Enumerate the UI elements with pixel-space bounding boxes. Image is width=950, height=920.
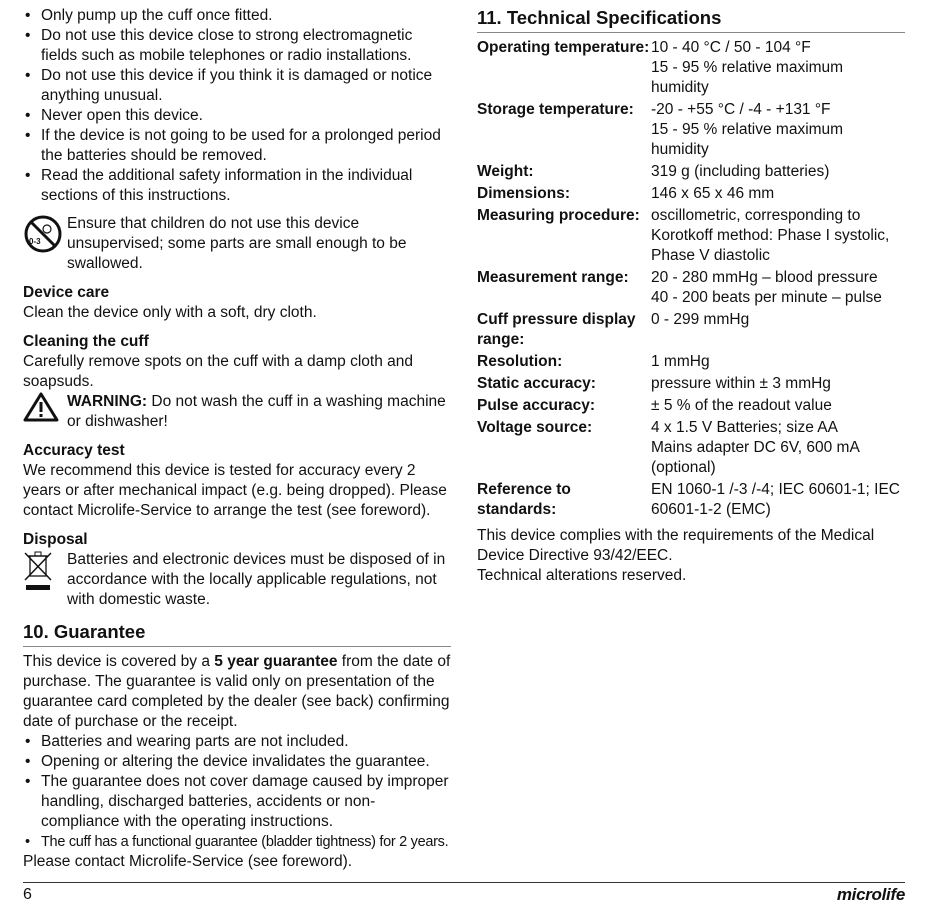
spec-value <box>651 162 905 182</box>
warning-text: Do not wash the cuff in a washing machine or dishwasher! <box>67 393 446 430</box>
spec-label: Measuring procedure: <box>477 207 640 224</box>
accuracy-test-text: We recommend this device is tested for accuracy every 2 years or after mechanical impact (e.g. being dropped). Please contact Microlife-Service to arrange the test (see foreword). <box>23 462 447 519</box>
list-item: • Batteries and wearing parts are not included. <box>23 732 451 752</box>
device-care-heading: Device care <box>23 284 110 301</box>
spec-value-line: 20 - 280 mmHg – blood pressure <box>651 269 878 286</box>
warning-label: WARNING: <box>67 393 148 410</box>
spec-value <box>651 352 905 372</box>
list-item: • The guarantee does not cover damage caused by improper handling, discharged batteries, accidents or non-compliance with the operating instructions. <box>23 772 451 832</box>
spec-label: Cuff pressure display range: <box>477 311 636 348</box>
spec-label: Measurement range: <box>477 269 629 286</box>
page-number: 6 <box>23 886 32 903</box>
spec-row <box>477 100 905 160</box>
spec-value <box>651 38 905 98</box>
cuff-warning <box>23 392 451 432</box>
cleaning-cuff-heading: Cleaning the cuff <box>23 333 149 350</box>
spec-value <box>651 374 905 394</box>
spec-row <box>477 38 905 98</box>
spec-value <box>651 396 905 416</box>
spec-value-line: -20 - +55 °C / -4 - +131 °F <box>651 101 831 118</box>
accuracy-test-heading: Accuracy test <box>23 442 125 459</box>
guarantee-heading: 10. Guarantee <box>23 620 451 647</box>
children-warning-text: Ensure that children do not use this device unsupervised; some parts are small enough to be swallowed. <box>67 215 407 272</box>
alterations-text: Technical alterations reserved. <box>477 567 687 584</box>
cleaning-cuff-text: Carefully remove spots on the cuff with a damp cloth and soapsuds. <box>23 353 414 390</box>
spec-label: Pulse accuracy: <box>477 397 596 414</box>
brand-logo: microlife <box>836 885 905 904</box>
spec-label: Dimensions: <box>477 185 571 202</box>
compliance-text: This device complies with the requirements of the Medical Device Directive 93/42/EEC. <box>477 527 875 564</box>
spec-value <box>651 310 905 350</box>
crossed-bin-icon <box>23 550 67 600</box>
list-item: • The cuff has a functional guarantee (bladder tightness) for 2 years. <box>23 832 451 852</box>
spec-value-line: 319 g (including batteries) <box>651 163 830 180</box>
spec-label: Operating temperature: <box>477 39 650 56</box>
guarantee-bullet-list <box>23 732 451 852</box>
spec-label: Storage temperature: <box>477 101 634 118</box>
spec-label: Static accuracy: <box>477 375 596 392</box>
spec-value <box>651 100 905 160</box>
guarantee-intro: This device is covered by a 5 year guarantee from the date of purchase. The guarantee is valid only on presentation of the guarantee card completed by the dealer (see back) confirming date of purchase or the receipt. <box>23 653 451 730</box>
list-item: • Never open this device. <box>23 106 451 126</box>
spec-value <box>651 268 905 308</box>
spec-table <box>477 38 905 520</box>
spec-value-line: pressure within ± 3 mmHg <box>651 375 831 392</box>
spec-value-line: oscillometric, corresponding to Korotkoff method: Phase I systolic, Phase V diastolic <box>651 207 890 264</box>
spec-value-line: 15 - 95 % relative maximum humidity <box>651 121 844 158</box>
guarantee-closing: Please contact Microlife-Service (see foreword). <box>23 853 353 870</box>
spec-row <box>477 184 905 204</box>
spec-row <box>477 162 905 182</box>
spec-value <box>651 418 905 478</box>
left-column <box>23 6 451 872</box>
disposal-row <box>23 550 451 610</box>
list-item: • If the device is not going to be used for a prolonged period the batteries should be removed. <box>23 126 451 166</box>
spec-value-line: 15 - 95 % relative maximum humidity <box>651 59 844 96</box>
spec-label: Resolution: <box>477 353 563 370</box>
spec-row <box>477 310 905 350</box>
disposal-text: Batteries and electronic devices must be disposed of in accordance with the locally applicable regulations, not with domestic waste. <box>67 551 446 608</box>
spec-label: Weight: <box>477 163 534 180</box>
children-warning <box>23 214 451 274</box>
spec-row <box>477 480 905 520</box>
spec-value-line: 4 x 1.5 V Batteries; size AA <box>651 419 838 436</box>
spec-row <box>477 268 905 308</box>
svg-text:0-3: 0-3 <box>29 237 41 246</box>
guarantee-period: 5 year guarantee <box>214 653 338 670</box>
spec-value-line: ± 5 % of the readout value <box>651 397 832 414</box>
spec-row <box>477 418 905 478</box>
spec-value <box>651 184 905 204</box>
spec-label: Voltage source: <box>477 419 593 436</box>
spec-value-line: 0 - 299 mmHg <box>651 311 750 328</box>
list-item: • Do not use this device close to strong electromagnetic fields such as mobile telephones or radio installations. <box>23 26 451 66</box>
spec-value <box>651 480 905 520</box>
list-item: • Opening or altering the device invalidates the guarantee. <box>23 752 451 772</box>
spec-row <box>477 206 905 266</box>
tech-spec-heading: 11. Technical Specifications <box>477 6 905 33</box>
spec-value-line: EN 1060-1 /-3 /-4; IEC 60601-1; IEC 60601-1-2 (EMC) <box>651 481 900 518</box>
spec-value-line: 10 - 40 °C / 50 - 104 °F <box>651 39 811 56</box>
disposal-heading: Disposal <box>23 531 88 548</box>
list-item: • Do not use this device if you think it is damaged or notice anything unusual. <box>23 66 451 106</box>
right-column <box>477 6 905 586</box>
spec-value-line: Mains adapter DC 6V, 600 mA (optional) <box>651 439 859 476</box>
spec-label: Reference to standards: <box>477 481 571 518</box>
list-item: • Only pump up the cuff once fitted. <box>23 6 451 26</box>
device-care-text: Clean the device only with a soft, dry cloth. <box>23 304 317 321</box>
no-children-icon <box>23 214 67 260</box>
footer-divider <box>23 882 905 883</box>
spec-value-line: 1 mmHg <box>651 353 710 370</box>
safety-bullet-list <box>23 6 451 206</box>
list-item: • Read the additional safety information in the individual sections of this instructions. <box>23 166 451 206</box>
spec-row <box>477 374 905 394</box>
warning-triangle-icon <box>23 392 67 428</box>
spec-value-line: 146 x 65 x 46 mm <box>651 185 775 202</box>
spec-row <box>477 352 905 372</box>
spec-value-line: 40 - 200 beats per minute – pulse <box>651 289 882 306</box>
spec-row <box>477 396 905 416</box>
spec-value <box>651 206 905 266</box>
